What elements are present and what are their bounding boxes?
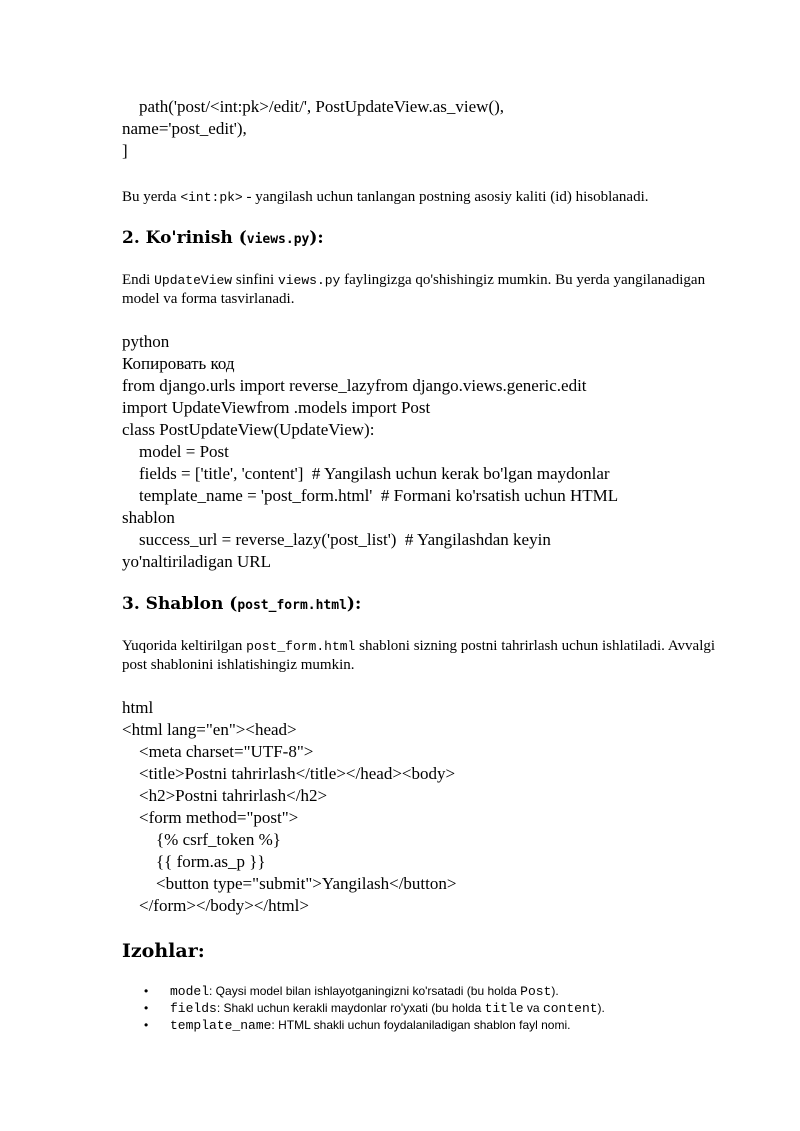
inline-code: views.py [277, 273, 341, 288]
code-line: <form method="post"> [122, 808, 299, 827]
code-line: </form></body></html> [122, 896, 309, 915]
code-line: <button type="submit">Yangilash</button> [122, 874, 457, 893]
code-line: <html lang="en"><head> [122, 720, 297, 739]
bullet-icon: • [144, 1001, 149, 1015]
inline-code: post_form.html [237, 598, 347, 613]
code-line: class PostUpdateView(UpdateView): [122, 420, 375, 439]
notes-list [144, 983, 744, 1034]
code-block-html [122, 697, 722, 917]
inline-code: post_form.html [246, 639, 356, 654]
inline-code: UpdateView [154, 273, 233, 288]
paragraph-pk-explanation: Bu yerda <int:pk> - yangilash uchun tanlangan postning asosiy kaliti (id) hisoblanadi. [122, 189, 649, 205]
heading-views: 2. Ko'rinish (views.py): [122, 228, 324, 248]
inline-code: <int:pk> [180, 190, 243, 205]
code-line: path('post/<int:pk>/edit/', PostUpdateView.as_view(), [122, 97, 505, 116]
code-line: model = Post [122, 442, 229, 461]
code-line: <title>Postni tahrirlash</title></head><body> [122, 764, 456, 783]
paragraph-template: Yuqorida keltirilgan post_form.html shabloni sizning postni tahrirlash uchun ishlatiladi. Avvalgi post shablonini ishlatishingiz mumkin. [122, 638, 716, 673]
code-line: <h2>Postni tahrirlash</h2> [122, 786, 328, 805]
document-page [122, 96, 722, 1034]
code-line: {% csrf_token %} [122, 830, 281, 849]
inline-code: fields [170, 1001, 217, 1016]
code-line: shablon [122, 508, 175, 527]
list-item: • model: Qaysi model bilan ishlayotganingizni ko'rsatadi (bu holda Post). [144, 984, 559, 999]
paragraph-updateview: Endi UpdateView sinfini views.py faylingizga qo'shishingiz mumkin. Bu yerda yangilanadigan model va forma tasvirlanadi. [122, 272, 706, 307]
code-line: {{ form.as_p }} [122, 852, 266, 871]
copy-code-label: Копировать код [122, 354, 235, 373]
code-line: success_url = reverse_lazy('post_list') # Yangilashdan keyin [122, 530, 551, 549]
code-line: html [122, 698, 154, 717]
inline-code: template_name [170, 1018, 272, 1033]
heading-template: 3. Shablon (post_form.html): [122, 594, 362, 614]
heading-notes: Izohlar: [122, 940, 205, 962]
code-line: import UpdateViewfrom .models import Post [122, 398, 431, 417]
bullet-icon: • [144, 1018, 149, 1032]
code-line: yo'naltiriladigan URL [122, 552, 271, 571]
inline-code: views.py [246, 232, 310, 247]
inline-code: Post [520, 984, 552, 999]
bullet-icon: • [144, 984, 149, 998]
code-line: from django.urls import reverse_lazyfrom django.views.generic.edit [122, 376, 587, 395]
code-line: template_name = 'post_form.html' # Formani ko'rsatish uchun HTML [122, 486, 619, 505]
code-line: <meta charset="UTF-8"> [122, 742, 314, 761]
inline-code: model [170, 984, 210, 999]
inline-code: content [542, 1001, 598, 1016]
code-line: ] [122, 141, 128, 160]
code-block-urls [122, 96, 722, 162]
code-line: python [122, 332, 170, 351]
code-line: fields = ['title', 'content'] # Yangilash uchun kerak bo'lgan maydonlar [122, 464, 610, 483]
code-line: name='post_edit'), [122, 119, 247, 138]
inline-code: title [484, 1001, 524, 1016]
list-item: • fields: Shakl uchun kerakli maydonlar ro'yxati (bu holda title va content). [144, 1001, 605, 1016]
list-item: • template_name: HTML shakli uchun foydalaniladigan shablon fayl nomi. [144, 1018, 571, 1033]
code-block-views [122, 331, 722, 573]
